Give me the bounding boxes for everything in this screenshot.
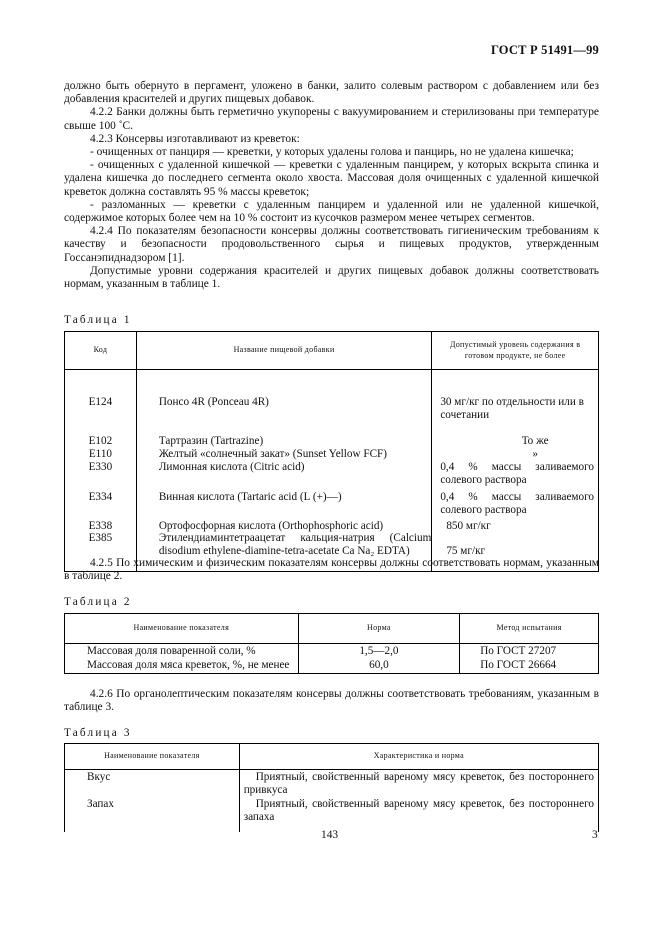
additive-level: 75 мг/кг xyxy=(432,532,599,572)
paragraph: - разломанных — креветки с удаленным панцирем и удаленной или не удаленной кишечкой, содержимое которых более чем на 10 % состоит из кусочков размером менее четырех сегментов. xyxy=(64,198,599,225)
table-row xyxy=(65,798,599,832)
column-header: Наименование показателя xyxy=(65,614,299,644)
table-caption: Таблица 1 xyxy=(64,314,132,326)
column-header: Допустимый уровень содержания в готовом продукте, не более xyxy=(432,332,599,370)
table-caption: Таблица 3 xyxy=(64,727,132,739)
paragraph: 4.2.6 По органолептическим показателям консервы должны соответствовать требованиям, указанным в таблице 3. xyxy=(64,688,599,714)
indicator-name: Массовая доля мяса креветок, %, не менее xyxy=(65,659,299,674)
additive-code: Е334 xyxy=(65,488,137,517)
additive-code: Е330 xyxy=(65,461,137,488)
page-number: 143 xyxy=(321,829,339,841)
column-header: Норма xyxy=(298,614,460,644)
table-row xyxy=(65,659,599,674)
column-header: Характеристика и норма xyxy=(239,744,598,770)
additive-code: Е385 xyxy=(65,532,137,572)
table-row xyxy=(65,644,599,659)
table-row xyxy=(65,435,599,448)
column-header: Название пищевой добавки xyxy=(136,332,431,370)
column-header: Код xyxy=(65,332,137,370)
indicator-name: Массовая доля поваренной соли, % xyxy=(65,644,299,659)
column-header: Метод испытания xyxy=(460,614,599,644)
additive-level: » xyxy=(432,448,599,461)
column-header: Наименование показателя xyxy=(65,744,240,770)
indicator-value: Приятный, свойственный вареному мясу креветок, без постороннего запаха xyxy=(239,798,598,832)
additive-code: Е124 xyxy=(65,396,137,435)
additive-level: 0,4 % массы заливаемого солевого раствора xyxy=(432,461,599,488)
document-code: ГОСТ Р 51491—99 xyxy=(490,43,599,57)
additive-name: Винная кислота (Tartaric acid (L (+)—) xyxy=(136,488,431,517)
table-caption: Таблица 2 xyxy=(64,596,132,608)
test-method: По ГОСТ 27207 xyxy=(460,644,599,659)
indicator-value: Приятный, свойственный вареному мясу креветок, без постороннего привкуса xyxy=(239,770,598,798)
paragraph: 4.2.2 Банки должны быть герметично укупорены с вакуумированием и стерилизованы при температуре свыше 100 ˚С. xyxy=(64,106,599,132)
body-text-middle xyxy=(64,557,599,583)
additive-level: То же xyxy=(432,435,599,448)
paragraph: 4.2.5 По химическим и физическим показателям консервы должны соответствовать нормам, указанным в таблице 2. xyxy=(64,557,599,583)
table-row xyxy=(65,517,599,532)
table-row xyxy=(65,461,599,488)
paragraph: должно быть обернуто в пергамент, уложено в банки, залито солевым раствором с добавлением или без добавления красителей и других пищевых добавок. xyxy=(64,80,599,106)
paragraph: - очищенных от панциря — креветки, у которых удалены голова и панцирь, но не удалена кишечка; xyxy=(90,146,574,159)
table-row xyxy=(65,396,599,435)
table-row xyxy=(65,448,599,461)
paragraph: 4.2.3 Консервы изготавливают из креветок: xyxy=(90,132,300,145)
additive-name: Этилендиаминтетраацетат кальция-натрия (Calcium disodium ethylene-diamine-tetra-acetate Ca Na₂ EDTA) xyxy=(136,532,431,572)
indicator-norm: 60,0 xyxy=(298,659,460,674)
paragraph: 4.2.4 По показателям безопасности консервы должны соответствовать гигиеническим требованиям к качеству и безопасности продовольственного сырья и пищевых продуктов, утвержденным Госсанэпиднадзором [1]. xyxy=(64,225,599,264)
additive-code: Е338 xyxy=(65,517,137,532)
paragraph: Допустимые уровни содержания красителей и других пищевых добавок должны соответствовать нормам, указанным в таблице 1. xyxy=(64,264,599,291)
sheet-number: 3 xyxy=(592,829,598,841)
food-additives-table xyxy=(64,331,599,572)
additive-name: Тартразин (Tartrazine) xyxy=(136,435,431,448)
additive-level: 850 мг/кг xyxy=(432,517,599,532)
additive-name: Желтый «солнечный закат» (Sunset Yellow FCF) xyxy=(136,448,431,461)
additive-name: Понсо 4R (Ponceau 4R) xyxy=(136,396,431,435)
table-row xyxy=(65,770,599,798)
organoleptic-table xyxy=(64,743,599,832)
additive-code: Е110 xyxy=(65,448,137,461)
chemical-physical-table xyxy=(64,613,599,674)
additive-name: Лимонная кислота (Citric acid) xyxy=(136,461,431,488)
indicator-name: Вкус xyxy=(65,770,240,798)
body-text-bottom xyxy=(64,688,599,714)
additive-level: 0,4 % массы заливаемого солевого раствора xyxy=(432,488,599,517)
additive-name: Ортофосфорная кислота (Orthophosphoric acid) xyxy=(136,517,431,532)
indicator-name: Запах xyxy=(65,798,240,832)
additive-code: Е102 xyxy=(65,435,137,448)
table-row xyxy=(65,488,599,517)
body-text-top xyxy=(64,80,599,291)
test-method: По ГОСТ 26664 xyxy=(460,659,599,674)
indicator-norm: 1,5—2,0 xyxy=(298,644,460,659)
paragraph: - очищенных с удаленной кишечкой — креветки с удаленным панцирем, у которых вскрыта спинка и удалена кишечка до последнего сегмента около хвоста. Массовая доля очищенных с удаленной кишечкой креветок должна составлять 95 % массы креветок; xyxy=(64,159,599,198)
additive-level: 30 мг/кг по отдельности или в сочетании xyxy=(432,396,599,435)
